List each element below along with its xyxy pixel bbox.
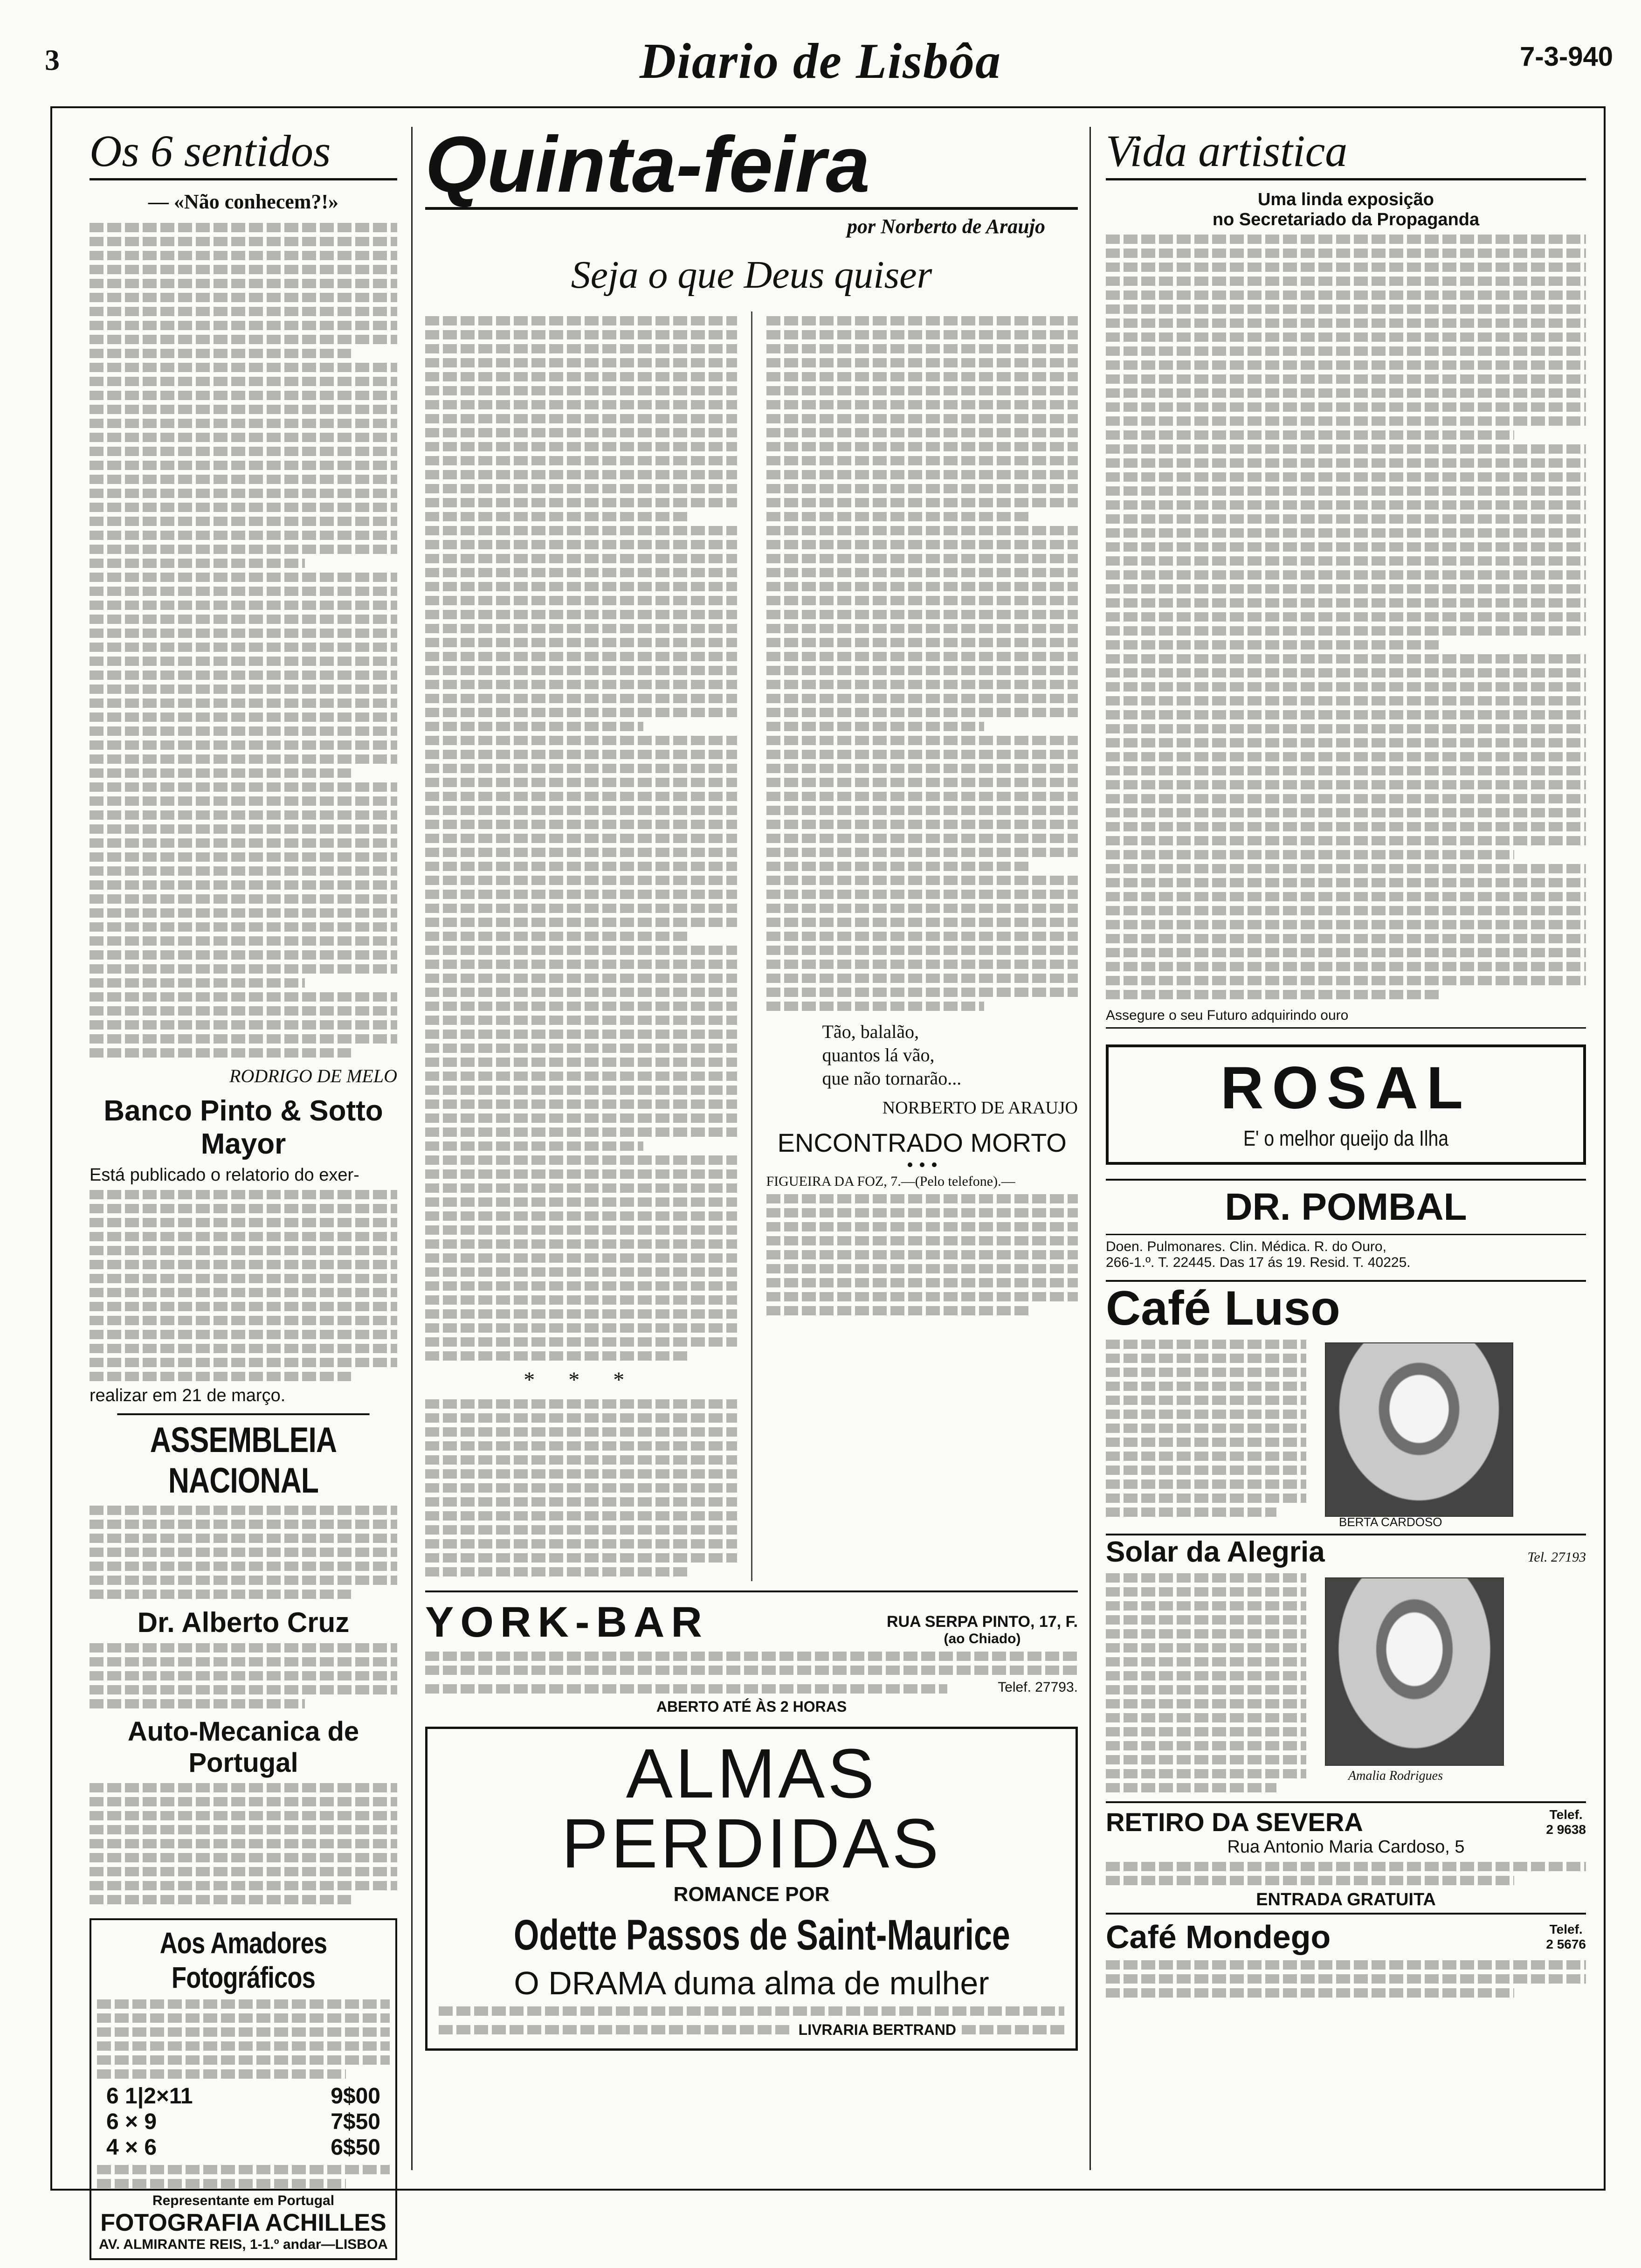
poem-line: que não tornarão... <box>822 1068 962 1089</box>
assegure-line: Assegure o seu Futuro adquirindo ouro <box>1106 1004 1586 1029</box>
poem-line: quantos lá vão, <box>822 1044 935 1065</box>
price-row <box>97 2083 390 2109</box>
photo-berta-cardoso <box>1325 1342 1513 1517</box>
article-text-right <box>766 311 1078 1581</box>
amadores-footer-2: FOTOGRAFIA ACHILLES <box>100 2209 386 2236</box>
price-size: 6 1|2×11 <box>106 2084 193 2109</box>
york-address: RUA SERPA PINTO, 17, F. <box>887 1613 1078 1631</box>
page-date: 7-3-940 <box>1520 41 1613 72</box>
poem-line: Tão, balalão, <box>822 1021 919 1042</box>
price-size: 4 × 6 <box>106 2135 157 2160</box>
exposicao-text <box>1106 235 1586 999</box>
severa-footer: ENTRADA GRATUITA <box>1256 1890 1436 1909</box>
article-text <box>90 223 397 1058</box>
page-frame <box>50 106 1606 2252</box>
center-title: Quinta-feira <box>425 125 1078 210</box>
mondego-phone: 2 5676 <box>1546 1937 1586 1951</box>
amadores-heading: Aos Amadores Fotográficos <box>159 1926 327 1994</box>
assembleia-heading: ASSEMBLEIA NACIONAL <box>117 1413 369 1501</box>
cruz-text <box>90 1643 397 1708</box>
cafe-luso-title: Café Luso <box>1106 1281 1340 1335</box>
york-footer: ABERTO ATÉ ÀS 2 HORAS <box>656 1698 847 1715</box>
almas-bookseller: LIVRARIA BERTRAND <box>798 2021 956 2038</box>
almas-tagline: O DRAMA duma alma de mulher <box>514 1965 989 2001</box>
price-size: 6 × 9 <box>106 2109 157 2134</box>
york-title: YORK-BAR <box>425 1598 709 1646</box>
exposicao-heading-2: no Secretariado da Propaganda <box>1212 210 1480 229</box>
amadores-footer-1: Representante em Portugal <box>152 2193 335 2208</box>
masthead: Diario de Lisbôa <box>640 34 1001 89</box>
auto-heading: Auto-Mecanica de Portugal <box>127 1716 359 1778</box>
pombal-line-2: 266-1.º. T. 22445. Das 17 ás 19. Resid. T. 40225. <box>1106 1255 1411 1270</box>
price-value: 7$50 <box>331 2109 380 2134</box>
column-rule <box>411 127 413 2170</box>
severa-phone-label: Telef. <box>1549 1807 1583 1822</box>
banco-heading: Banco Pinto & Sotto Mayor <box>103 1095 383 1160</box>
ornament <box>766 1161 1078 1169</box>
section-separator: * * * <box>524 1368 639 1392</box>
column-rule <box>1089 127 1091 2170</box>
section-quote: — «Não conhecem?!» <box>148 190 339 213</box>
news-dateline: FIGUEIRA DA FOZ, 7.—(Pelo telefone).— <box>766 1174 1015 1189</box>
banco-text <box>90 1190 397 1381</box>
york-address-sub: (ao Chiado) <box>944 1631 1021 1646</box>
rosal-tagline: E' o melhor queijo da Ilha <box>1243 1126 1449 1150</box>
exposicao-heading-1: Uma linda exposição <box>1257 190 1434 209</box>
solar-phone: Tel. 27193 <box>1527 1549 1586 1565</box>
cafe-luso-ad <box>1106 1280 1586 1529</box>
price-row <box>97 2135 390 2160</box>
photo-amalia-rodrigues <box>1325 1577 1504 1766</box>
page-number: 3 <box>45 43 60 76</box>
section-title: Os 6 sentidos <box>90 129 397 180</box>
york-ad <box>425 1590 1078 1715</box>
almas-ad <box>425 1727 1078 2051</box>
article-subtitle: Seja o que Deus quiser <box>571 253 932 297</box>
almas-author: Odette Passos de Saint-Maurice <box>514 1911 1010 1959</box>
amadores-footer-3: AV. ALMIRANTE REIS, 1-1.º andar—LISBOA <box>99 2237 388 2252</box>
banco-intro: Está publicado o relatorio do exer- <box>90 1165 359 1185</box>
solar-caption: Amalia Rodrigues <box>1348 1769 1443 1783</box>
article-signature: RODRIGO DE MELO <box>229 1065 397 1086</box>
byline: por Norberto de Araujo <box>847 215 1045 238</box>
rosal-title: ROSAL <box>1220 1055 1471 1121</box>
severa-ad <box>1106 1801 1586 1910</box>
price-value: 6$50 <box>331 2135 380 2160</box>
amadores-ad <box>90 1918 397 2260</box>
cafe-luso-text <box>1106 1340 1306 1517</box>
pombal-line-1: Doen. Pulmonares. Clin. Médica. R. do Ouro, <box>1106 1239 1386 1254</box>
pombal-title: DR. POMBAL <box>1106 1179 1586 1235</box>
severa-phone: 2 9638 <box>1546 1822 1586 1837</box>
mondego-ad <box>1106 1913 1586 1998</box>
solar-text <box>1106 1573 1306 1792</box>
price-value: 9$00 <box>331 2084 380 2109</box>
solar-title: Solar da Alegria <box>1106 1536 1325 1568</box>
article-text-left <box>425 311 737 1581</box>
banco-closing: realizar em 21 de março. <box>90 1386 286 1405</box>
auto-text <box>90 1783 397 1904</box>
york-text <box>425 1652 1078 1675</box>
right-column <box>1106 125 1586 2175</box>
inner-rule <box>751 311 752 1581</box>
solar-ad <box>1106 1534 1586 1801</box>
cafe-luso-caption: BERTA CARDOSO <box>1339 1515 1442 1529</box>
severa-title: RETIRO DA SEVERA <box>1106 1807 1363 1837</box>
almas-romance: ROMANCE POR <box>673 1883 830 1906</box>
price-row <box>97 2109 390 2135</box>
mondego-title: Café Mondego <box>1106 1919 1331 1955</box>
almas-title: ALMAS PERDIDAS <box>561 1734 942 1882</box>
article-columns <box>425 311 1078 1581</box>
mondego-phone-label: Telef. <box>1549 1922 1583 1936</box>
right-section-title: Vida artistica <box>1106 129 1586 180</box>
poem <box>822 1020 1078 1090</box>
assembleia-text <box>90 1506 397 1599</box>
cruz-heading: Dr. Alberto Cruz <box>137 1607 350 1638</box>
center-column <box>425 120 1078 2175</box>
news-text <box>766 1194 1078 1315</box>
rosal-ad <box>1106 1044 1586 1165</box>
left-column <box>90 125 397 2252</box>
news-heading: ENCONTRADO MORTO <box>777 1128 1067 1157</box>
amadores-text <box>97 1999 390 2079</box>
york-phone: Telef. 27793. <box>998 1680 1078 1695</box>
severa-address: Rua Antonio Maria Cardoso, 5 <box>1227 1837 1465 1857</box>
center-signature: NORBERTO DE ARAUJO <box>882 1098 1078 1118</box>
